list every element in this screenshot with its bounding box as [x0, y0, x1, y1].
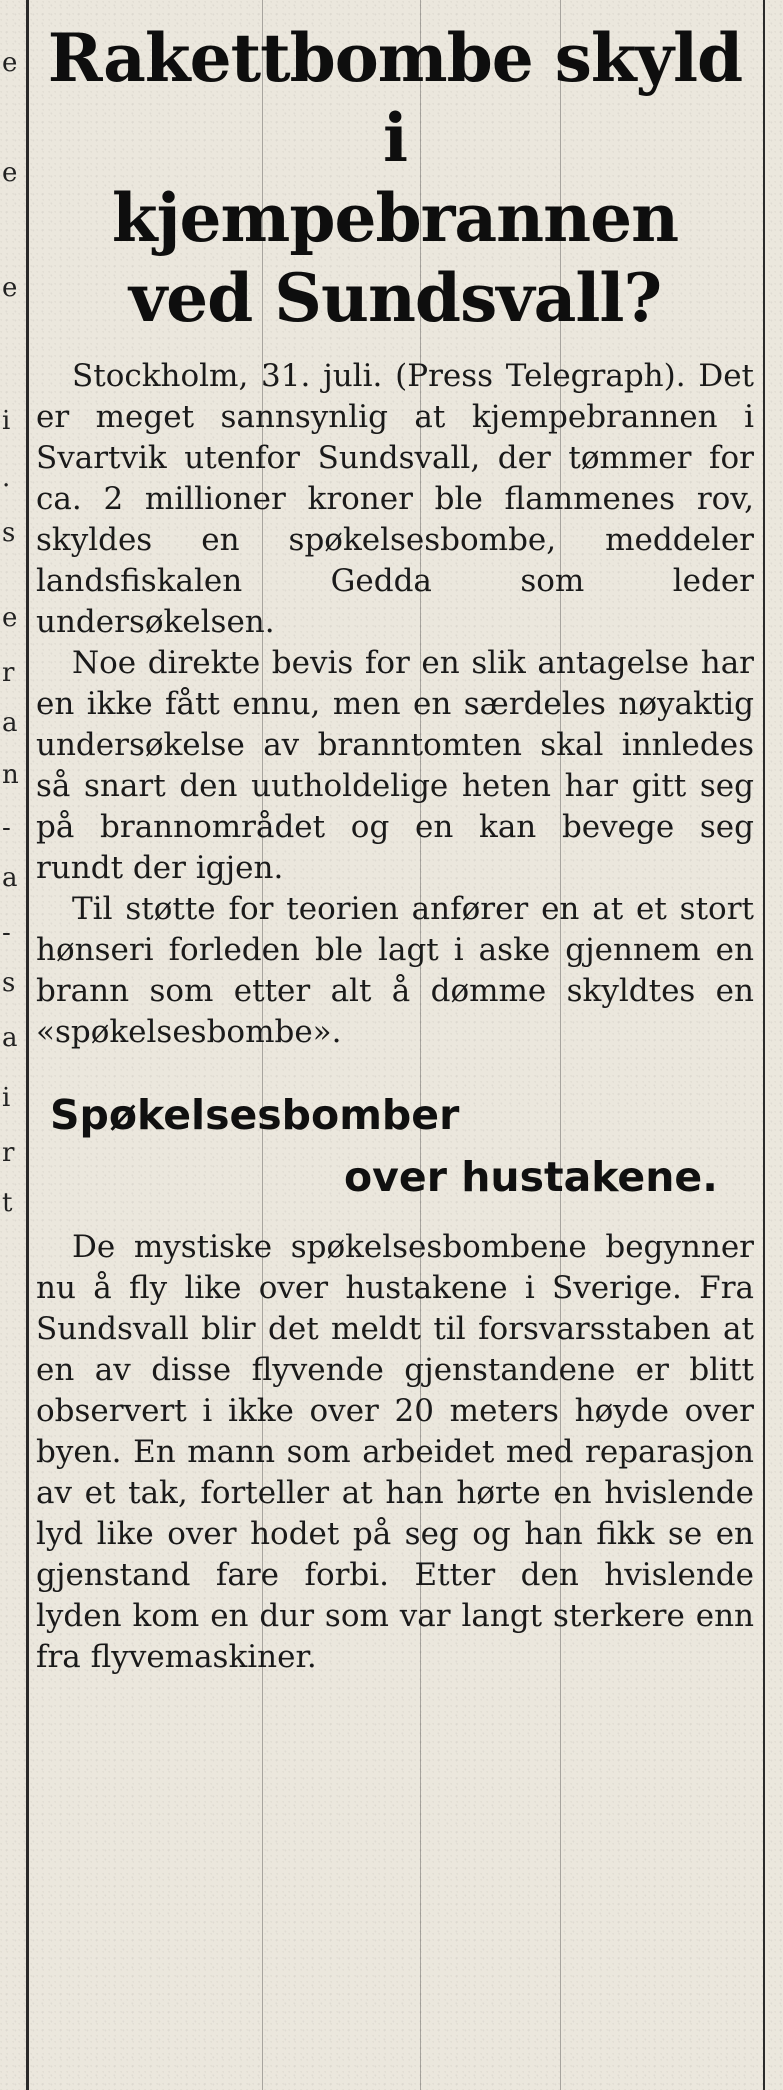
fragment-letter: e: [2, 158, 18, 188]
fragment-letter: e: [2, 48, 18, 78]
article-paragraph: De mystiske spøkelsesbombene begynner nu å fly like over hustakene i Sverige. Fra Sundsvall blir det meldt til forsvarsstaben at en av disse flyvende gjenstandene er blitt observert i ikke over 20 meters høyde over byen. En mann som arbeidet med reparasjon av et tak, forteller at han hørte en hvislende lyd like over hodet på seg og han fikk se en gjenstand fare forbi. Etter den hvislende lyden kom en dur som var langt sterkere enn fra flyvemaskiner.: [36, 1229, 754, 1675]
fragment-letter: s: [2, 968, 16, 998]
fragment-letter: e: [2, 273, 18, 303]
headline-line: Rakettbombe skyld i: [47, 19, 743, 177]
headline: [36, 18, 754, 338]
fragment-letter: a: [2, 863, 18, 893]
fragment-letter: e: [2, 603, 18, 633]
article-paragraph: Noe direkte bevis for en slik antagelse har en ikke fått ennu, men en særdeles nøyaktig undersøkelse av branntomten skal innledes så snart den uutholdelige heten har gitt seg på brannområdet og en kan bevege seg rundt der igjen.: [36, 645, 754, 886]
fragment-letter: .: [2, 463, 11, 493]
column-rule-left: [26, 0, 29, 2090]
fragment-letter: r: [2, 1138, 15, 1168]
article-paragraph: Til støtte for teorien anfører en at et stort hønseri forleden ble lagt i aske gjennem en brann som etter alt å dømme skyldtes en «spøkelsesbombe».: [36, 891, 754, 1050]
fragment-letter: i: [2, 406, 11, 436]
column-rule-right: [763, 0, 765, 2090]
fragment-letter: a: [2, 1023, 18, 1053]
headline-line: ved Sundsvall?: [128, 259, 662, 337]
article: [36, 18, 754, 1678]
fragment-letter: t: [2, 1188, 13, 1218]
subheading: over hustakene.: [344, 1153, 718, 1201]
headline-line: kjempebrannen: [111, 179, 679, 257]
fragment-letter: s: [2, 518, 16, 548]
article-paragraph: Stockholm, 31. juli. (Press Telegraph). Det er meget sannsynlig at kjempebrannen i Svartvik utenfor Sundsvall, der tømmer for ca. 2 millioner kroner ble flammenes rov, skyldes en spøkelsesbombe, meddeler landsfiskalen Gedda som leder undersøkelsen.: [36, 358, 754, 640]
fragment-letter: i: [2, 1083, 11, 1113]
fragment-letter: a: [2, 708, 18, 738]
fragment-letter: r: [2, 658, 15, 688]
fragment-letter: -: [2, 918, 11, 948]
fragment-letter: -: [2, 813, 11, 843]
fragment-letter: n: [2, 760, 19, 790]
subheading: Spøkelsesbomber: [50, 1091, 460, 1139]
